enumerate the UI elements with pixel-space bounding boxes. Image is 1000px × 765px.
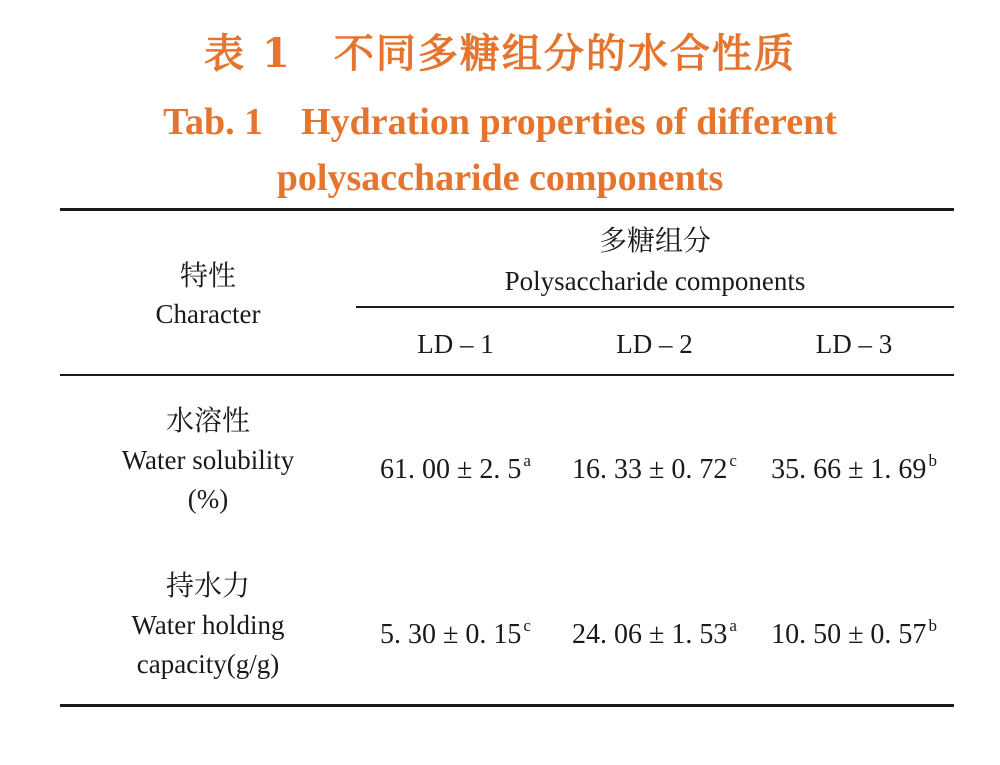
table-cell-ld2: 24. 06 ± 1. 53 $^a$	[572, 616, 737, 650]
table-cell-ld3: 10. 50 ± 0. 57 $^b$	[771, 616, 937, 650]
table-cell-ld3: 35. 66 ± 1. 69 $^b$	[771, 451, 937, 485]
row-label-en: Water holding	[131, 610, 285, 640]
row-label-cn: 水溶性	[165, 404, 250, 437]
row-label-cn: 持水力	[165, 569, 250, 602]
header-group-cn: 多糖组分	[598, 224, 711, 257]
table-caption-english-line1: Tab. 1 Hydration properties of different	[163, 101, 837, 143]
header-character-en: Character	[155, 299, 261, 329]
table-caption-english-line2: polysaccharide components	[276, 157, 724, 199]
column-header-ld2: LD – 2	[616, 329, 693, 359]
group-rule	[356, 306, 954, 308]
row-label-unit: (%)	[187, 484, 229, 514]
table-cell-ld1: 61. 00 ± 2. 5 $^a$	[380, 451, 531, 485]
row-label-unit: capacity(g/g)	[136, 649, 280, 679]
table-cell-ld2: 16. 33 ± 0. 72 $^c$	[572, 451, 737, 485]
column-header-ld3: LD – 3	[815, 329, 893, 359]
row-label-en: Water solubility	[121, 445, 295, 475]
header-group-en: Polysaccharide components	[504, 266, 806, 296]
table-caption-chinese: 表 1 不同多糖组分的水合性质	[204, 30, 796, 77]
table-cell-ld1: 5. 30 ± 0. 15 $^c$	[380, 616, 531, 650]
header-rule	[60, 374, 954, 376]
column-header-ld1: LD – 1	[417, 329, 494, 359]
bottom-rule	[60, 704, 954, 707]
header-character-cn: 特性	[179, 259, 236, 292]
top-rule	[60, 208, 954, 211]
